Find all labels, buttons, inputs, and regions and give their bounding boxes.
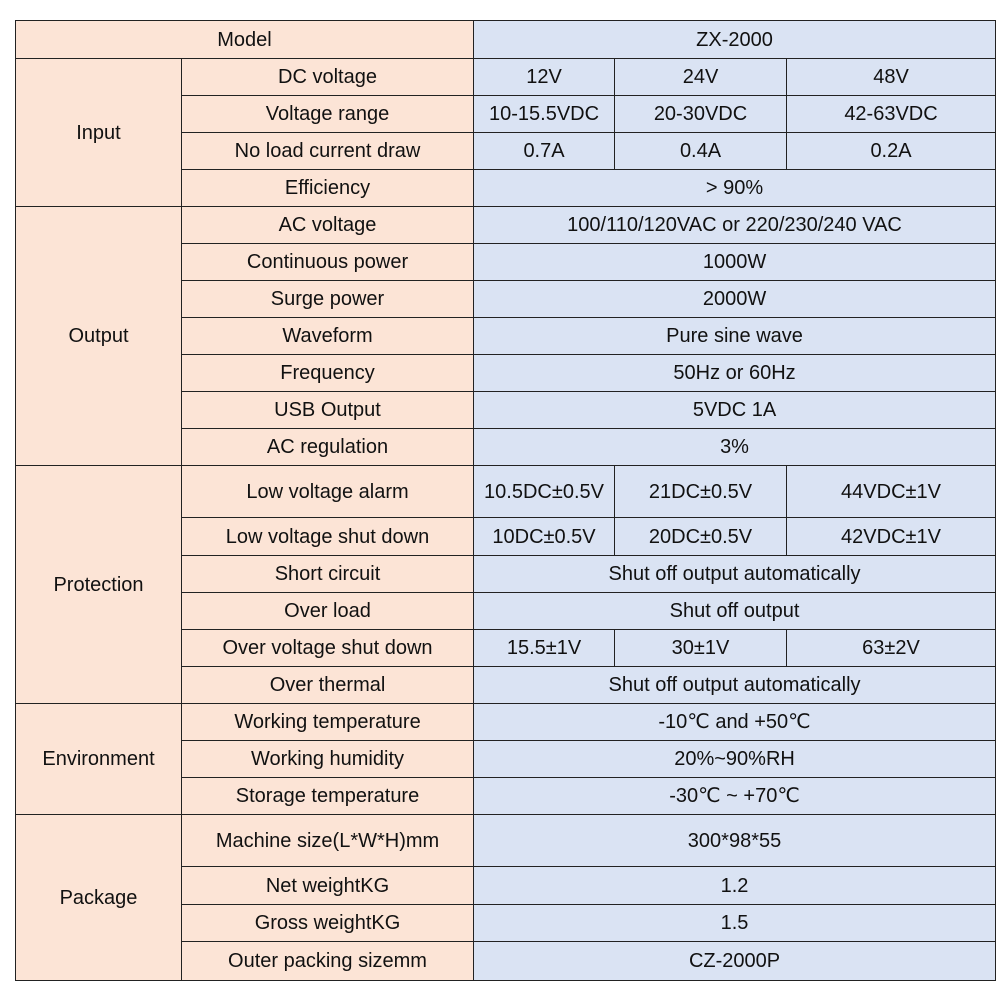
row-label: Waveform [182, 318, 474, 355]
cell-value: Pure sine wave [474, 318, 996, 355]
cell-value: 63±2V [787, 630, 996, 667]
cell-value: 12V [474, 59, 615, 96]
row-label: Efficiency [182, 170, 474, 207]
row-label: Gross weightKG [182, 905, 474, 942]
cell-value: 0.2A [787, 133, 996, 170]
row-label: Over load [182, 593, 474, 630]
row-label: Over voltage shut down [182, 630, 474, 667]
row-label: Voltage range [182, 96, 474, 133]
cell-value: 44VDC±1V [787, 466, 996, 518]
cell-value: 15.5±1V [474, 630, 615, 667]
cell-value: CZ-2000P [474, 942, 996, 981]
row-label: Low voltage alarm [182, 466, 474, 518]
row-label: Storage temperature [182, 778, 474, 815]
row-label: Working humidity [182, 741, 474, 778]
row-label: USB Output [182, 392, 474, 429]
cell-value: 100/110/120VAC or 220/230/240 VAC [474, 207, 996, 244]
cell-value: 42VDC±1V [787, 518, 996, 556]
cell-value: 24V [615, 59, 787, 96]
row-label: Frequency [182, 355, 474, 392]
row-label: Working temperature [182, 704, 474, 741]
section-package: Package [16, 815, 182, 981]
cell-value: -10℃ and +50℃ [474, 704, 996, 741]
table-row [16, 704, 996, 741]
row-label: Short circuit [182, 556, 474, 593]
row-label: DC voltage [182, 59, 474, 96]
cell-value: Shut off output automatically [474, 667, 996, 704]
row-label: AC regulation [182, 429, 474, 466]
spec-table [15, 20, 996, 981]
cell-value: 1.2 [474, 867, 996, 905]
cell-value: 1.5 [474, 905, 996, 942]
cell-value: 20-30VDC [615, 96, 787, 133]
cell-value: 10-15.5VDC [474, 96, 615, 133]
cell-value: 20DC±0.5V [615, 518, 787, 556]
table-row [16, 207, 996, 244]
section-input: Input [16, 59, 182, 207]
row-label: Outer packing sizemm [182, 942, 474, 981]
cell-value: 0.4A [615, 133, 787, 170]
cell-value: Shut off output automatically [474, 556, 996, 593]
model-label: Model [16, 21, 474, 59]
cell-value: 0.7A [474, 133, 615, 170]
cell-value: 30±1V [615, 630, 787, 667]
cell-value: 1000W [474, 244, 996, 281]
row-label: Net weightKG [182, 867, 474, 905]
cell-value: 2000W [474, 281, 996, 318]
cell-value: 50Hz or 60Hz [474, 355, 996, 392]
section-output: Output [16, 207, 182, 466]
row-label: AC voltage [182, 207, 474, 244]
cell-value: 42-63VDC [787, 96, 996, 133]
row-label: No load current draw [182, 133, 474, 170]
cell-value: -30℃ ~ +70℃ [474, 778, 996, 815]
row-label: Over thermal [182, 667, 474, 704]
model-value: ZX-2000 [474, 21, 996, 59]
cell-value: Shut off output [474, 593, 996, 630]
cell-value: 21DC±0.5V [615, 466, 787, 518]
cell-value: 10DC±0.5V [474, 518, 615, 556]
cell-value: 48V [787, 59, 996, 96]
row-label: Low voltage shut down [182, 518, 474, 556]
section-protection: Protection [16, 466, 182, 704]
cell-value: 5VDC 1A [474, 392, 996, 429]
row-label: Continuous power [182, 244, 474, 281]
model-row [16, 21, 996, 59]
section-environment: Environment [16, 704, 182, 815]
table-row [16, 466, 996, 518]
cell-value: 300*98*55 [474, 815, 996, 867]
cell-value: > 90% [474, 170, 996, 207]
row-label: Machine size(L*W*H)mm [182, 815, 474, 867]
cell-value: 20%~90%RH [474, 741, 996, 778]
row-label: Surge power [182, 281, 474, 318]
cell-value: 3% [474, 429, 996, 466]
cell-value: 10.5DC±0.5V [474, 466, 615, 518]
table-row [16, 815, 996, 867]
table-row [16, 59, 996, 96]
